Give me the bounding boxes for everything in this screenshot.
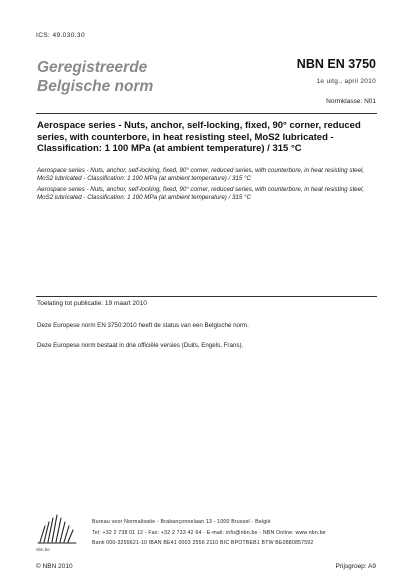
footer-contact: Tel: +32 2 738 01 12 - Fax: +32 2 733 42 64 - E-mail: info@nbn.be - NBN Online: www.nbn.be: [92, 530, 326, 536]
edition-date: 1e uitg., april 2010: [316, 78, 376, 85]
registered-title-line2: Belgische norm: [37, 78, 154, 95]
footer-address: Bureau voor Normalisatie - Brabançonnelaan 13 - 1000 Brussel - België: [92, 519, 271, 525]
divider-bottom: [36, 296, 377, 297]
standard-number: NBN EN 3750: [296, 57, 376, 71]
nbn-logo-icon: [36, 512, 80, 546]
norm-class: Normklasse: N01: [326, 98, 376, 105]
ics-code: ICS: 49.030.30: [36, 32, 85, 39]
divider-top: [36, 113, 377, 114]
registered-title-line1: Geregistreerde: [37, 59, 148, 76]
status-statement: Deze Europese norm EN 3750:2010 heeft de status van een Belgische norm.: [37, 322, 249, 329]
document-title-alt-1: Aerospace series - Nuts, anchor, self-locking, fixed, 90° corner, reduced series, with counterbore, in heat resisting steel, MoS2 lubricated - Classification: 1 100 MPa (at ambient temperature) / 315 °C: [37, 167, 365, 182]
registered-title: [37, 58, 153, 96]
document-title: Aerospace series - Nuts, anchor, self-locking, fixed, 90° corner, reduced series, with counterbore, in heat resisting steel, MoS2 lubricated - Classification: 1 100 MPa (at ambient temperature) / 315 °C: [37, 120, 361, 154]
footer-bank: Bank 000-3255621-10 IBAN BE41 0003 2556 2110 BIC BPOTBEB1 BTW BE0880857592: [92, 540, 314, 546]
copyright: © NBN 2010: [36, 563, 73, 570]
document-title-alt-2: Aerospace series - Nuts, anchor, self-locking, fixed, 90° corner, reduced series, with counterbore, in heat resisting steel, MoS2 lubricated - Classification: 1 100 MPa (at ambient temperature) / 315 °C: [37, 186, 365, 201]
publication-approval: Toelating tot publicatie: 19 maart 2010: [37, 300, 147, 307]
price-group: Prijsgroep: A9: [335, 563, 376, 570]
logo-caption: nbn.be: [36, 547, 50, 552]
versions-statement: Deze Europese norm bestaat in drie officiële versies (Duits, Engels, Frans).: [37, 342, 244, 349]
